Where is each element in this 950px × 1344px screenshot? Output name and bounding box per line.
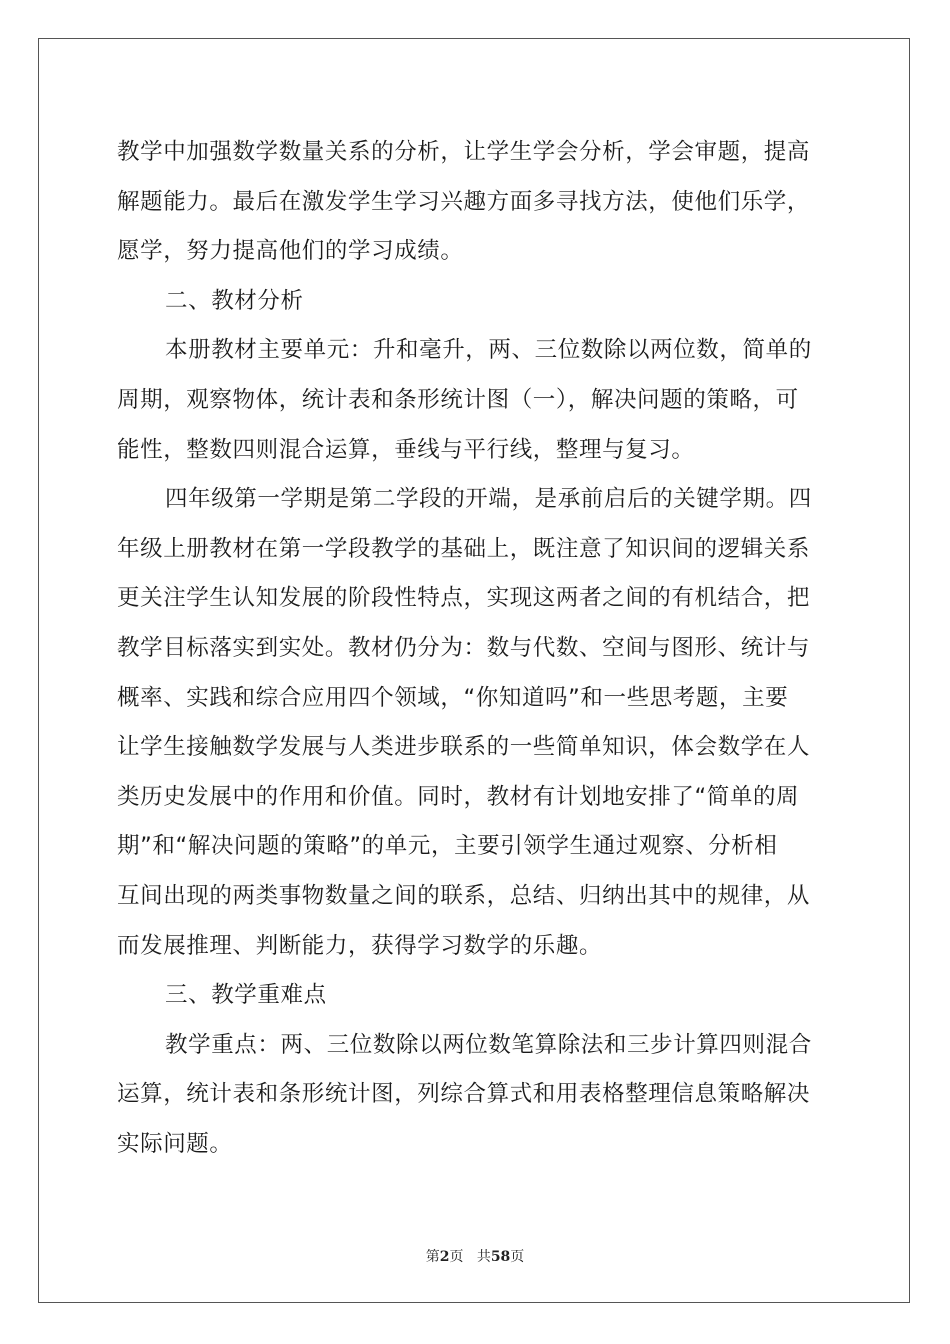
text-line: 运算，统计表和条形统计图，列综合算式和用表格整理信息策略解决: [117, 1081, 811, 1108]
text-line: 实际问题。: [117, 1130, 233, 1157]
text-line: 周期，观察物体，统计表和条形统计图（一），解决问题的策略，可: [117, 386, 799, 413]
text-line: 解题能力。最后在激发学生学习兴趣方面多寻找方法，使他们乐学，: [117, 188, 811, 215]
text-line: 能性，整数四则混合运算，垂线与平行线，整理与复习。: [117, 436, 695, 463]
footer-page-number: 2: [439, 1249, 450, 1265]
text-line: 期”和“解决问题的策略”的单元，主要引领学生通过观察、分析相: [117, 833, 778, 860]
text-line: 本册教材主要单元：升和毫升，两、三位数除以两位数，简单的: [165, 337, 812, 364]
text-line: 三、教学重难点: [165, 982, 327, 1009]
footer-page-suffix: 页: [449, 1249, 464, 1265]
text-line: 让学生接触数学发展与人类进步联系的一些简单知识，体会数学在人: [117, 734, 811, 761]
text-line: 二、教材分析: [165, 287, 304, 314]
page-footer: [0, 1246, 950, 1266]
text-line: 年级上册教材在第一学段教学的基础上，既注意了知识间的逻辑关系: [117, 535, 811, 562]
footer-total-suffix: 页: [510, 1249, 525, 1265]
text-line: 互间出现的两类事物数量之间的联系，总结、归纳出其中的规律，从: [117, 882, 811, 909]
text-line: 四年级第一学期是第二学段的开端，是承前启后的关键学期。四: [165, 486, 812, 513]
text-line: 教学目标落实到实处。教材仍分为：数与代数、空间与图形、统计与: [117, 634, 811, 661]
document-body: [117, 128, 837, 1169]
text-line: 愿学，努力提高他们的学习成绩。: [117, 238, 464, 265]
text-line: 而发展推理、判断能力，获得学习数学的乐趣。: [117, 932, 603, 959]
footer-total-prefix: 共: [476, 1249, 491, 1265]
footer-total-pages: 58: [490, 1249, 511, 1265]
text-line: 更关注学生认知发展的阶段性特点，实现这两者之间的有机结合，把: [117, 585, 811, 612]
text-line: 概率、实践和综合应用四个领域，“你知道吗”和一些思考题，主要: [117, 684, 789, 711]
text-line: 类历史发展中的作用和价值。同时，教材有计划地安排了“简单的周: [117, 783, 800, 810]
text-line: 教学重点：两、三位数除以两位数笔算除法和三步计算四则混合: [165, 1031, 812, 1058]
text-line: 教学中加强数学数量关系的分析，让学生学会分析，学会审题，提高: [117, 139, 811, 165]
footer-prefix: 第: [425, 1249, 440, 1265]
